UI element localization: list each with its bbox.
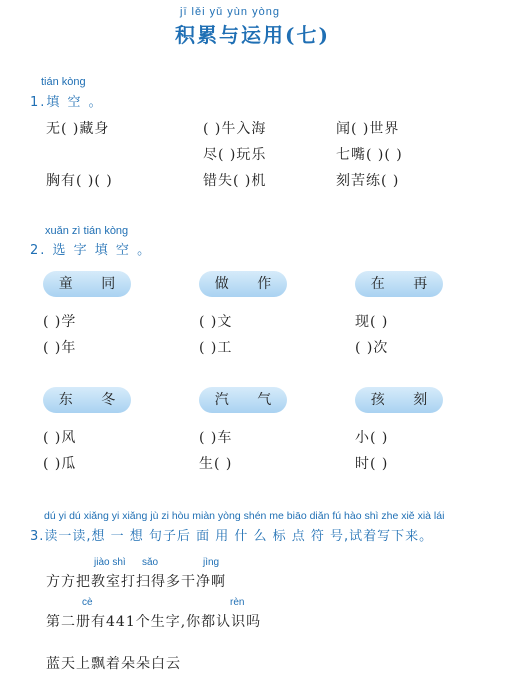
q2-item: ( )年 bbox=[43, 340, 77, 356]
choice-pill: 在 再 bbox=[355, 271, 443, 297]
sentence-pinyin: sǎo bbox=[142, 557, 159, 568]
sentence-text: 方方把教室打扫得多干净啊 bbox=[46, 574, 226, 590]
q2-item: ( )文 bbox=[199, 314, 233, 330]
sentence-text: 蓝天上飘着朵朵白云 bbox=[46, 656, 181, 672]
q1-pinyin: tián kòng bbox=[41, 76, 86, 88]
q1-item: 闻( )世界 bbox=[336, 121, 400, 137]
q2-item: ( )风 bbox=[43, 430, 77, 446]
q2-item: ( )学 bbox=[43, 314, 77, 330]
choice-pill: 做 作 bbox=[199, 271, 287, 297]
q2-item: 时( ) bbox=[355, 456, 389, 472]
choice-pill: 童 同 bbox=[43, 271, 131, 297]
sentence-pinyin: cè bbox=[82, 597, 93, 608]
choice-pill: 孩 刻 bbox=[355, 387, 443, 413]
sentence-pinyin: jiào shì bbox=[94, 557, 126, 568]
q1-item: ( )牛入海 bbox=[203, 121, 267, 137]
title-pinyin: jī lěi yǔ yùn yòng bbox=[180, 6, 280, 18]
q2-item: ( )工 bbox=[199, 340, 233, 356]
q2-item: ( )车 bbox=[199, 430, 233, 446]
q2-item: 生( ) bbox=[199, 456, 233, 472]
q2-item: 现( ) bbox=[355, 314, 389, 330]
q1-item: 无( )藏身 bbox=[46, 121, 110, 137]
q1-heading: 1.填 空 。 bbox=[30, 95, 104, 110]
q2-item: ( )次 bbox=[355, 340, 389, 356]
q1-item: 七嘴( )( ) bbox=[336, 147, 403, 163]
q3-pinyin: dú yi dú xiǎng yi xiǎng jù zi hòu miàn yòng shén me biāo diǎn fú hào shì zhe xiě xià lái bbox=[44, 510, 445, 522]
q1-item: 胸有( )( ) bbox=[46, 173, 113, 189]
q2-item: 小( ) bbox=[355, 430, 389, 446]
q3-heading: 3.读一读,想 一 想 句子后 面 用 什 么 标 点 符 号,试着写下来。 bbox=[30, 529, 434, 544]
sentence-pinyin: rèn bbox=[230, 597, 245, 608]
q1-item: 尽( )玩乐 bbox=[203, 147, 267, 163]
q2-pinyin: xuǎn zì tián kòng bbox=[45, 225, 129, 237]
choice-pill: 汽 气 bbox=[199, 387, 287, 413]
q1-item: 刻苦练( ) bbox=[336, 173, 400, 189]
q1-item: 错失( )机 bbox=[203, 173, 267, 189]
page-title: 积累与运用(七) bbox=[175, 23, 330, 47]
choice-pill: 东 冬 bbox=[43, 387, 131, 413]
sentence-pinyin: jìng bbox=[203, 557, 220, 568]
sentence-text: 第二册有441个生字,你都认识吗 bbox=[46, 614, 262, 630]
q2-item: ( )瓜 bbox=[43, 456, 77, 472]
q2-heading: 2. 选 字 填 空 。 bbox=[30, 243, 153, 258]
